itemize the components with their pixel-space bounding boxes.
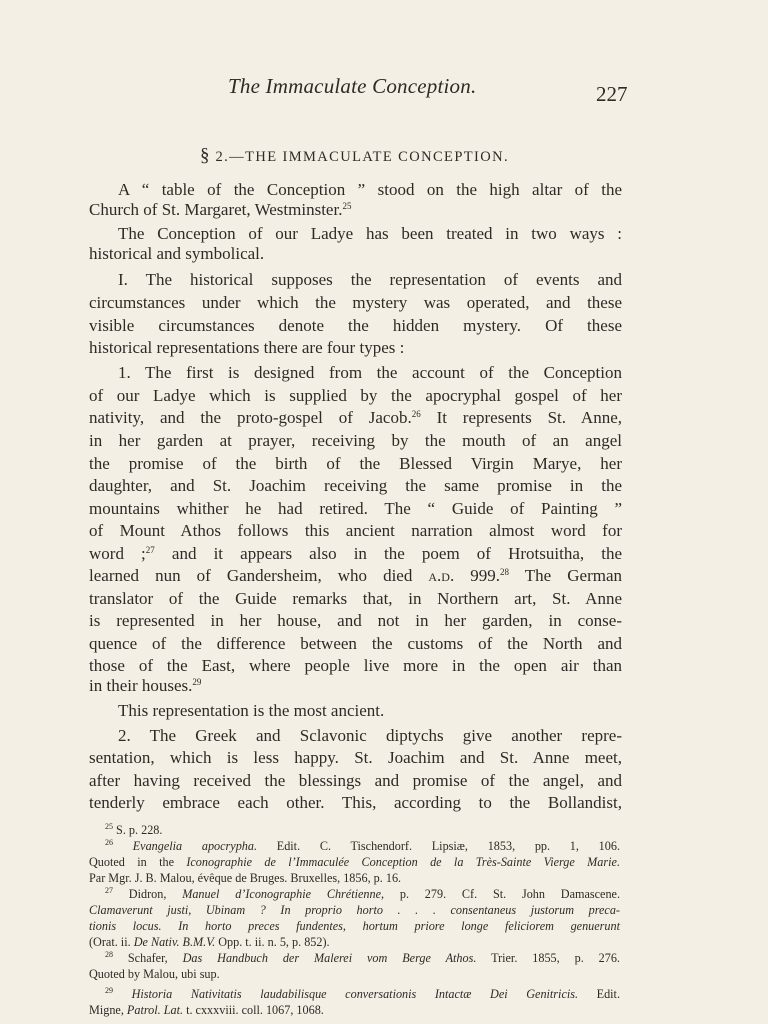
body-line: 2. The Greek and Sclavonic diptychs give another repre- <box>118 726 622 745</box>
footnote-line <box>89 935 620 950</box>
footnote-text: Trier. 1855, p. 276. <box>476 951 620 965</box>
body-text: The German <box>509 566 622 585</box>
body-line: the promise of the birth of the Blessed Virgin Marye, her <box>89 454 622 473</box>
body-line: those of the East, where people live more in the open air than <box>89 656 622 675</box>
body-line: mountains whither he had retired. The “ Guide of Painting ” <box>89 499 622 518</box>
footnote-text: De Nativ. B.M.V. <box>133 935 216 949</box>
body-line: A “ table of the Conception ” stood on the high altar of the <box>118 180 622 199</box>
body-line: is represented in her house, and not in her garden, in conse- <box>89 611 622 630</box>
footnote-text: t. cxxxviii. coll. 1067, 1068. <box>183 1003 324 1017</box>
footnote-line <box>89 855 620 870</box>
body-line: circumstances under which the mystery was operated, and these <box>89 293 622 312</box>
body-text: word ; <box>89 544 146 563</box>
body-text: in their houses. <box>89 676 193 695</box>
footnote-line <box>89 839 620 854</box>
footnote-text: (Orat. ii. <box>89 935 134 949</box>
body-text: a.d. <box>428 566 455 585</box>
footnote-text: Iconographie de l’Immaculée Conception de la Très-Sainte Vierge Marie. <box>186 855 620 869</box>
footnote-text: Opp. t. ii. n. 5, p. 852). <box>215 935 330 949</box>
footnote-text: Manuel d’Iconographie Chrétienne, <box>182 887 385 901</box>
footnote-text: Edit. <box>578 987 620 1001</box>
body-text: It represents St. Anne, <box>420 408 622 427</box>
body-line <box>89 676 622 696</box>
body-text: learned nun of Gandersheim, who died <box>89 566 413 585</box>
footnote-line <box>89 951 620 966</box>
footnote-number: 27 <box>105 886 113 895</box>
footnote-text: Patrol. Lat. <box>126 1003 184 1017</box>
section-heading <box>200 145 509 167</box>
footnote-text: Evangelia apocrypha. <box>113 839 258 853</box>
footnote-number: 28 <box>105 950 113 959</box>
footnote-line <box>89 987 620 1002</box>
body-line: translator of the Guide remarks that, in Northern art, St. Anne <box>89 589 622 608</box>
page-number: 227 <box>596 82 628 106</box>
footnote-line: Par Mgr. J. B. Malou, évêque de Bruges. Bruxelles, 1856, p. 16. <box>89 871 402 885</box>
footnote-text: Historia Nativitatis laudabilisque conversationis Intactæ Dei Genitricis. <box>113 987 579 1001</box>
body-text: nativity, and the proto-gospel of Jacob. <box>89 408 412 427</box>
body-line: I. The historical supposes the representation of events and <box>118 270 622 289</box>
body-line: historical representations there are four types : <box>89 338 405 357</box>
footnote-ref: 26 <box>411 409 421 419</box>
body-line: daughter, and St. Joachim receiving the same promise in the <box>89 476 622 495</box>
footnote-line <box>89 1003 620 1018</box>
body-line: of Mount Athos follows this ancient narration almost word for <box>89 521 622 540</box>
body-line: The Conception of our Ladye has been treated in two ways : <box>118 224 622 243</box>
footnote-ref: 25 <box>342 201 352 211</box>
body-text: 999. <box>454 566 501 585</box>
body-line: 1. The first is designed from the account of the Conception <box>118 363 622 382</box>
footnote-number: 29 <box>105 986 113 995</box>
footnote-text: Schafer, <box>113 951 183 965</box>
footnote-line <box>89 887 620 902</box>
body-line: This representation is the most ancient. <box>118 701 385 720</box>
footnote-text: Didron, <box>113 887 183 901</box>
footnote-line: tionis locus. In horto preces fundentes, hortum priore longe feliciorem genuerunt <box>89 919 620 933</box>
body-line: quence of the difference between the customs of the North and <box>89 634 622 653</box>
body-line <box>89 200 622 220</box>
footnote-text: Das Handbuch der Malerei vom Berge Athos. <box>182 951 477 965</box>
body-line: sentation, which is less happy. St. Joachim and St. Anne meet, <box>89 748 622 767</box>
section-symbol: § <box>200 145 210 166</box>
body-line: of our Ladye which is supplied by the apocryphal gospel of her <box>89 386 622 405</box>
footnote-line: Quoted by Malou, ubi sup. <box>89 967 220 981</box>
footnote-line: Clamaverunt justi, Ubinam ? In proprio horto . . . consentaneus justorum preca- <box>89 903 620 917</box>
footnote-number: 25 <box>105 822 113 831</box>
body-line <box>89 566 622 586</box>
body-line: visible circumstances denote the hidden mystery. Of these <box>89 316 622 335</box>
footnote-ref: 28 <box>500 567 510 577</box>
body-text: and it appears also in the poem of Hrotsuitha, the <box>154 544 623 563</box>
footnote-text: p. 279. Cf. St. John Damascene. <box>384 887 621 901</box>
footnote-text: Migne, <box>89 1003 127 1017</box>
footnote-line <box>89 823 620 838</box>
footnote-ref: 29 <box>192 677 202 687</box>
section-heading-text: 2.—THE IMMACULATE CONCEPTION. <box>215 149 510 165</box>
footnote-ref: 27 <box>145 545 155 555</box>
body-line: historical and symbolical. <box>89 244 265 263</box>
body-line: after having received the blessings and promise of the angel, and <box>89 771 622 790</box>
footnote-number: 26 <box>105 838 113 847</box>
running-title: The Immaculate Conception. <box>228 74 477 98</box>
footnote-text: Quoted in the <box>89 855 187 869</box>
body-line: tenderly embrace each other. This, according to the Bollandist, <box>89 793 622 812</box>
body-line <box>89 544 622 564</box>
footnote-text: Edit. C. Tischendorf. Lipsiæ, 1853, pp. 1, 106. <box>257 839 620 853</box>
body-text: Church of St. Margaret, Westminster. <box>89 200 343 219</box>
body-line <box>89 408 622 428</box>
footnote-text: S. p. 228. <box>113 823 163 837</box>
body-line: in her garden at prayer, receiving by the mouth of an angel <box>89 431 622 450</box>
